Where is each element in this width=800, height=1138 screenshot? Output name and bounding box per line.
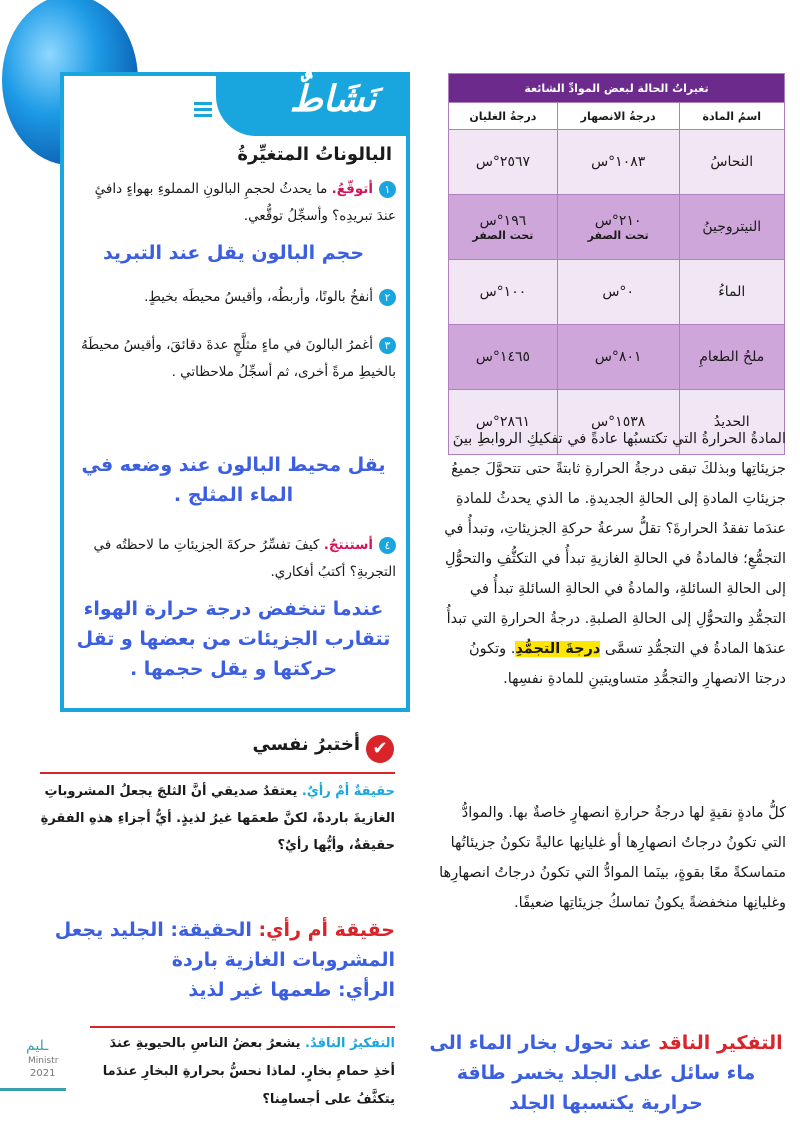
- melt-cell: ٢١٠°س تحت الصفر: [557, 195, 679, 260]
- test-yourself-title: أختبرُ نفسي: [252, 734, 360, 755]
- critical-thinking-answer: التفكير الناقد عند تحول بخار الماء الى ماء سائل على الجلد يخسر طاقة حرارية يكتسبها الجلد: [429, 1032, 783, 1114]
- state-changes-table: [448, 73, 785, 455]
- answer-4: عندما تنخفض درجة حرارة الهواء تتقارب الجزيئات من بعضها و تقل حركتها و يقل حجمها .: [76, 598, 391, 680]
- activity-box: [60, 72, 410, 712]
- melt-cell: ٨٠١°س: [557, 325, 679, 390]
- highlight-freezing-point: درجةَ التجمُّدِ: [515, 641, 601, 657]
- boil-cell: ١٤٦٥°س: [449, 325, 558, 390]
- material-name: الماءُ: [679, 260, 785, 325]
- fact-opinion-answer: حقيقة أم رأي: الحقيقة: الجليد يجعل المشروبات الغازية باردة الرأي: طعمها غير لذيذ: [54, 919, 395, 1001]
- activity-step-3: ٣أغمرُ البالونَ في ماءٍ مثلَّجٍ عدةَ دقائقَ، وأقيسُ محيطَهُ بالخيطِ مرةً أخرى، ثم أسجِّلُ ملاحظاتي .: [81, 337, 396, 380]
- material-name: النيتروجينُ: [679, 195, 785, 260]
- melt-cell: ٠°س: [557, 260, 679, 325]
- melt-cell: ١٠٨٣°س: [557, 130, 679, 195]
- divider: [90, 1026, 395, 1028]
- activity-step-2: ٢أنفخُ بالونًا، وأربطُه، وأقيسُ محيطَه بخيطٍ.: [76, 284, 396, 311]
- ministry-logo: ـليم Ministr 2021: [0, 1030, 70, 1110]
- banner-lines: [194, 102, 212, 120]
- table-row: [449, 325, 785, 390]
- table-header: درجةُ الانصهار: [557, 103, 679, 130]
- activity-title: نَشَاطٌ: [289, 78, 376, 120]
- body-paragraph-2: كلُّ مادةٍ نقيةٍ لها درجةُ حرارةِ انصهارٍ خاصةٌ بها. والموادُّ التي تكونُ درجاتُ انصهارِها أو غليانِها عاليةً تكونُ جزيئاتُها متماسكةً معًا بقوةٍ، بينَما الموادُّ التي تكونُ درجاتُ انصهارِها وغليانِها منخفضةً يكونُ تماسكُ جزيئاتِها ضعيفًا.: [439, 805, 786, 911]
- material-name: الحديدُ: [679, 390, 785, 455]
- table-row: [449, 260, 785, 325]
- material-name: ملحُ الطعامِ: [679, 325, 785, 390]
- fact-opinion-question: حقيقةٌ أمْ رأيٌ. يعتقدُ صديقي أنَّ الثلجَ يجعلُ المشروباتِ الغازيةَ باردةً، لكنَّ طعمَها غيرُ لذيذٍ. أيُّ أجزاءِ هذهِ الفقرةِ حقيقةٌ، وأيُّها رأيٌ؟: [40, 784, 395, 853]
- boil-cell: ١٩٦°س تحت الصفر: [449, 195, 558, 260]
- table-header: اسمُ المادة: [679, 103, 785, 130]
- melt-cell: ١٥٣٨°س: [557, 390, 679, 455]
- activity-step-1: ١أتوقّعُ. ما يحدثُ لحجمِ البالونِ المملوءِ بهواءٍ دافئٍ عندَ تبريدِه؟ وأسجِّلُ توقُّعي.: [94, 181, 396, 224]
- material-name: النحاسُ: [679, 130, 785, 195]
- critical-thinking-question: التفكيرُ الناقدُ. يشعرُ بعضُ الناسِ بالحيويةِ عندَ أخذِ حمامِ بخارٍ. لماذا نحسُّ بحرارةِ البخارِ عندَما يتكثَّفُ على أجسامِنا؟: [102, 1036, 395, 1107]
- table-header: درجةُ الغليان: [449, 103, 558, 130]
- body-paragraph-1: المادةُ الحرارةُ التي تكتسبُها عادةً في تفكيكِ الروابطِ بينَ جزيئاتِها وبذلكَ تبقى درجةُ الحرارةِ ثابتةً حتى تتحوَّلَ جميعُ جزيئاتِ المادةِ إلى الحالةِ الجديدةِ. ما الذي يحدثُ للمادةِ عندَما تفقدُ الحرارةَ؟ تقلُّ سرعةُ حركةِ الجزيئاتِ، وتبدأُ في التجمُّعِ؛ فالمادةُ في الحالةِ الغازيةِ تبدأُ في التكثُّفِ والتحوُّلِ إلى الحالةِ السائلةِ، والمادةُ في الحالةِ السائلةِ تبدأُ في التجمُّدِ والتحوُّلِ إلى الحالةِ الصلبةِ. درجةُ الحرارةِ التي تبدأُ عندَها المادةُ في التجمُّدِ تسمَّى درجةَ التجمُّدِ. وتكونُ درجتا الانصهارِ والتجمُّدِ متساويتينِ للمادةِ نفسِها.: [444, 431, 786, 687]
- divider: [40, 772, 395, 774]
- boil-cell: ٢٨٦١°س: [449, 390, 558, 455]
- answer-1: حجم البالون يقل عند التبريد: [102, 242, 365, 264]
- boil-cell: ٢٥٦٧°س: [449, 130, 558, 195]
- activity-heading: البالوناتُ المتغيِّرةُ: [237, 144, 392, 165]
- table-caption: تغيراتُ الحالة لبعض الموادِّ الشائعة: [449, 74, 785, 103]
- check-icon: ✔: [366, 735, 394, 763]
- activity-banner: [216, 76, 406, 136]
- boil-cell: ١٠٠°س: [449, 260, 558, 325]
- table-row: [449, 195, 785, 260]
- table-row: [449, 130, 785, 195]
- answer-3: يقل محيط البالون عند وضعه في الماء المثلج .: [81, 454, 386, 506]
- activity-step-4: ٤أستنتجُ. كيفَ تفسِّرُ حركةَ الجزيئاتِ ما لاحظتُه في التجربةِ؟ أكتبُ أفكاري.: [93, 537, 396, 580]
